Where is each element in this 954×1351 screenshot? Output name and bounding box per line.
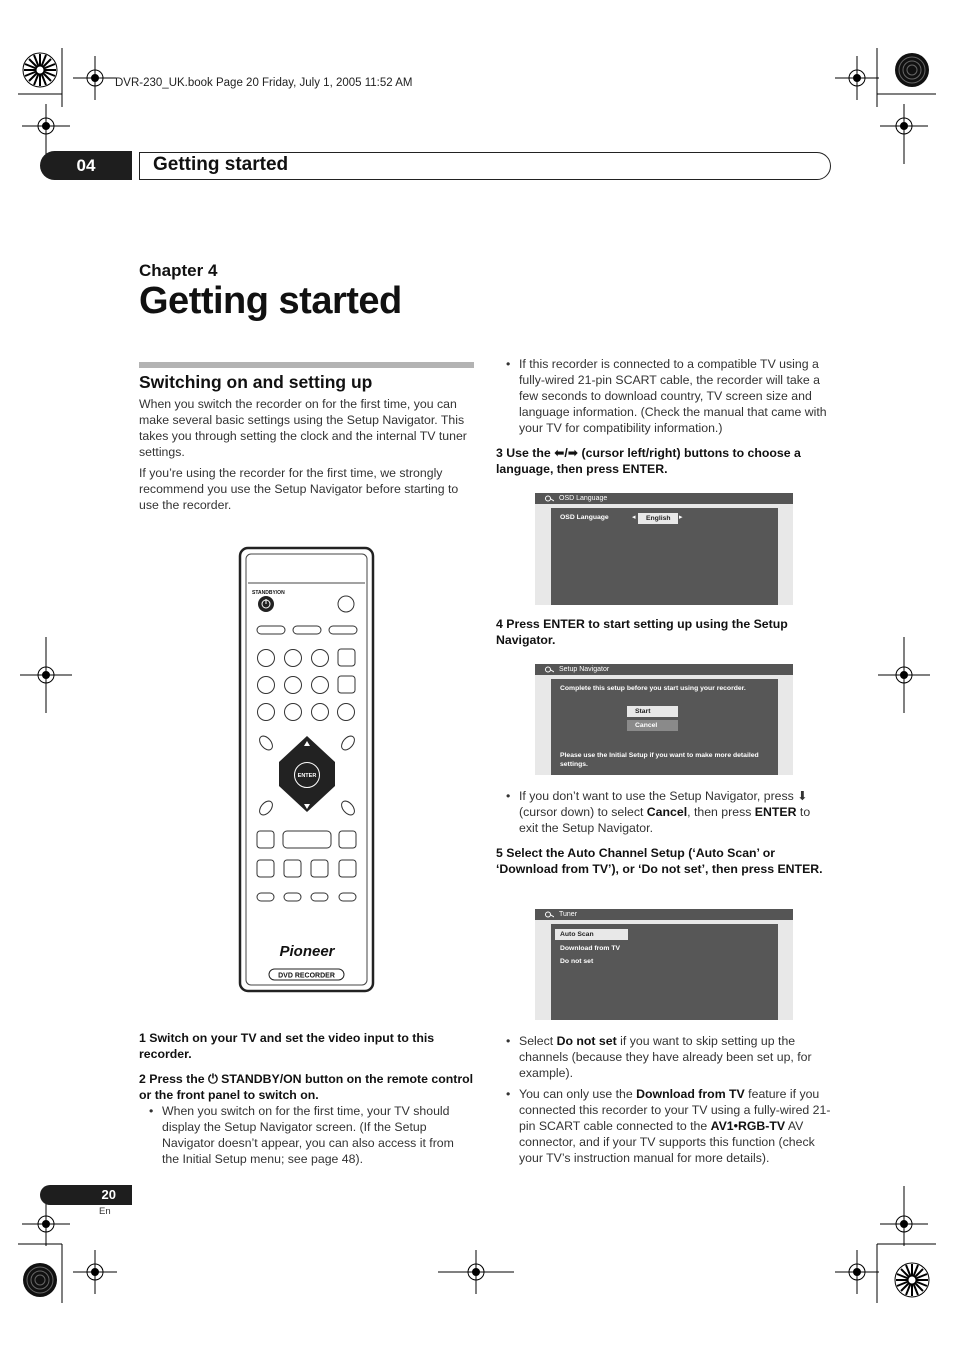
- osd-language-screen: [535, 493, 793, 605]
- setup-icon: [545, 911, 554, 918]
- step-5: 5 Select the Auto Channel Setup (‘Auto Scan’ or ‘Download from TV’), or ‘Do not set’, then press ENTER.: [496, 846, 823, 876]
- osd-tuner-header: [535, 909, 793, 920]
- step-1: 1 Switch on your TV and set the video input to this recorder.: [139, 1031, 435, 1061]
- osd-tuner-screen: [535, 909, 793, 1020]
- osd-navigator-screen: [535, 664, 793, 775]
- section-rule: [139, 362, 474, 368]
- osd-navigator-header: [535, 664, 793, 675]
- chevron-left-icon: ◂: [632, 514, 636, 521]
- osd-language-value: English: [638, 513, 678, 524]
- page-language: En: [99, 1206, 111, 1217]
- setup-icon: [545, 666, 554, 673]
- chapter-number-tab: 04: [40, 151, 132, 180]
- dvd-recorder-label: DVD RECORDER: [278, 972, 335, 980]
- intro-paragraph-2: If you’re using the recorder for the first time, we strongly recommend you use the Setup Navigator before starting to use the recorder.: [139, 466, 459, 512]
- osd-option-do-not-set[interactable]: Do not set: [560, 958, 594, 965]
- section-heading: Switching on and setting up: [139, 372, 373, 392]
- enter-label: ENTER: [297, 773, 317, 779]
- osd-option-auto-scan[interactable]: Auto Scan: [555, 929, 628, 940]
- standby-label: STANDBY/ON: [252, 590, 285, 596]
- step-2-bullet: • When you switch on for the first time, your TV should display the Setup Navigator screen. (If the Setup Navigator doesn’t appear, you can also access it from the Initial Setup menu; see page 48).: [162, 1103, 474, 1167]
- do-not-set-bullet: • Select Do not set if you want to skip setting up the channels (because they have already been set up, for example).: [519, 1033, 831, 1081]
- osd-navigator-note: Please use the Initial Setup if you want to make more detailed settings.: [560, 752, 759, 768]
- osd-option-download[interactable]: Download from TV: [560, 945, 621, 952]
- chevron-right-icon: ▸: [679, 514, 683, 521]
- page-title: Getting started: [139, 280, 402, 322]
- step-2: 2 Press the ⏻ STANDBY/ON button on the remote control or the front panel to switch on.: [139, 1072, 474, 1102]
- osd-navigator-header-text: Setup Navigator: [559, 666, 610, 673]
- pioneer-logo: Pioneer: [279, 943, 335, 960]
- step-4: 4 Press ENTER to start setting up using the Setup Navigator.: [496, 617, 788, 647]
- intro-paragraph-1: When you switch the recorder on for the first time, you can make several basic settings using the Setup Navigator. This takes you through setting the clock and the internal TV tuner settings.: [139, 397, 467, 459]
- osd-language-label: OSD Language: [560, 514, 609, 521]
- chapter-bar-title: Getting started: [153, 154, 289, 175]
- osd-language-header-text: OSD Language: [559, 495, 608, 502]
- file-info: DVR-230_UK.book Page 20 Friday, July 1, 2005 11:52 AM: [115, 77, 413, 89]
- scart-bullet: • If this recorder is connected to a compatible TV using a fully-wired 21-pin SCART cable, the recorder will take a few seconds to download country, TV screen size and language information. (Check the manual that came with your TV for compatibility information.): [519, 356, 831, 436]
- remote-control-illustration: [238, 546, 376, 994]
- osd-tuner-header-text: Tuner: [559, 911, 578, 918]
- skip-bullet: • If you don’t want to use the Setup Navigator, press ⬇ (cursor down) to select Cancel, then press ENTER to exit the Setup Navigator.: [519, 788, 831, 836]
- setup-icon: [545, 495, 554, 502]
- page-number: 20: [40, 1185, 132, 1205]
- osd-option-cancel[interactable]: Cancel: [627, 720, 678, 731]
- chapter-label: Chapter 4: [139, 261, 218, 280]
- osd-option-start[interactable]: Start: [627, 706, 678, 717]
- osd-language-header: [535, 493, 793, 504]
- osd-navigator-message: Complete this setup before you start using your recorder.: [560, 685, 746, 692]
- step-3: 3 Use the ⬅/➡ (cursor left/right) buttons to choose a language, then press ENTER.: [496, 446, 801, 476]
- download-bullet: • You can only use the Download from TV feature if you connected this recorder to your TV using a fully-wired 21-pin SCART cable connected to the AV1•RGB-TV AV connector, and if your TV supports this function (check your TV’s instruction manual for more details).: [519, 1086, 831, 1166]
